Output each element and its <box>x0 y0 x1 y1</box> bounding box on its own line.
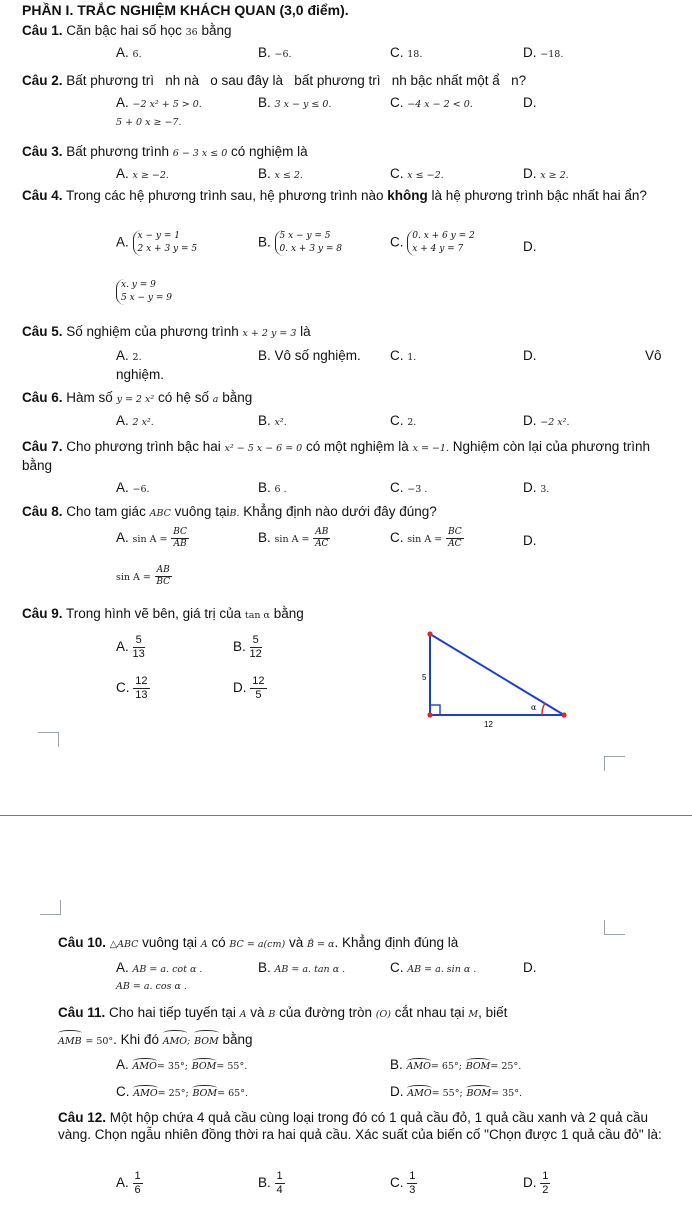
q9-option-d[interactable]: D. $\frac{12}{5}$ <box>233 675 265 701</box>
q12-option-b[interactable]: B. $\frac{1}{4}$ <box>258 1170 283 1196</box>
q11-options-row2 <box>0 1084 692 1104</box>
q8-option-d-body <box>0 565 692 595</box>
q10-text-d: . Khẳng định đúng là <box>334 935 459 950</box>
q10-given: BC = a(cm) <box>229 939 286 950</box>
question-11-cont <box>58 1030 678 1050</box>
triangle-hypotenuse <box>430 634 564 715</box>
q2-text: Bất phương trì nh nà o sau đây là bất phương trì nh bậc nhất một ẩ n? <box>66 73 527 88</box>
crop-mark-top-left <box>38 732 59 747</box>
q6-option-b[interactable]: B. x². <box>258 413 287 428</box>
q11-ask-amo: AMO <box>163 1030 187 1050</box>
q10-option-c[interactable]: C. AB = a. sin α . <box>390 960 477 975</box>
q4-option-d-body <box>0 279 692 315</box>
q3-option-b[interactable]: B. x ≤ 2. <box>258 166 303 181</box>
q3-option-a[interactable]: A. x ≥ −2. <box>116 166 169 181</box>
q11-text-e: , biết <box>478 1005 508 1020</box>
label-side-12: 12 <box>484 720 493 729</box>
q3-option-c[interactable]: C. x ≤ −2. <box>390 166 444 181</box>
vertex-alpha <box>561 712 566 717</box>
q3-expr: 6 − 3 x ≤ 0 <box>172 148 228 159</box>
q11-ask-bom: BOM <box>194 1030 219 1050</box>
q12-label: Câu 12. <box>58 1110 107 1125</box>
crop-mark-bottom-left <box>40 900 61 915</box>
q2-label: Câu 2. <box>22 73 63 88</box>
q1-option-a[interactable]: A. 6. <box>116 45 142 60</box>
q10-option-d-value: AB = a. cos α . <box>116 981 187 992</box>
q5-text-b: là <box>300 324 311 339</box>
q7-option-b[interactable]: B. 6 . <box>258 480 287 495</box>
q4-options <box>0 230 692 266</box>
q11-text-f: . Khi đó <box>113 1032 159 1047</box>
q7-option-d[interactable]: D. 3. <box>523 480 550 495</box>
q11-given-value: = 50° <box>85 1036 114 1047</box>
q8-label: Câu 8. <box>22 504 63 519</box>
q11-point-m: M <box>468 1009 479 1020</box>
q10-option-b[interactable]: B. AB = a. tan α . <box>258 960 346 975</box>
q5-option-b[interactable]: B. Vô số nghiệm. <box>258 348 361 363</box>
q10-text-b: có <box>211 935 226 950</box>
q6-text: Hàm số <box>66 390 113 405</box>
question-6 <box>22 389 672 408</box>
angle-arc <box>542 703 545 715</box>
q3-text-b: có nghiệm là <box>231 144 308 159</box>
question-9 <box>22 605 672 624</box>
q6-expr: y = 2 x² <box>116 394 155 405</box>
q8-text: Cho tam giác <box>66 504 146 519</box>
q11-point-a: A <box>239 1009 247 1020</box>
q8-option-a[interactable]: A. sin A = $\frac{BC}{AB}$ <box>116 527 187 549</box>
q12-text: Một hộp chứa 4 quả cầu cùng loại trong đó có 1 quả cầu đỏ, 1 quả cầu xanh và 2 quả cầu vàng. Chọn ngẫu nhiên đồng thời ra hai quả cầu. Xác suất của biến cố "Chọn được 1 quả cầu đỏ" là: <box>58 1110 662 1142</box>
q9-triangle-figure <box>418 626 578 734</box>
q10-option-a[interactable]: A. AB = a. cot α . <box>116 960 203 975</box>
q11-given-arc: AMB <box>58 1030 82 1050</box>
q7-options <box>0 480 692 500</box>
page-break-line <box>0 815 692 816</box>
q6-label: Câu 6. <box>22 390 63 405</box>
q1-option-c[interactable]: C. 18. <box>390 45 423 60</box>
q6-option-c[interactable]: C. 2. <box>390 413 417 428</box>
q4-option-d-system: x. y = 9 5 x − y = 9 <box>116 279 172 305</box>
q6-options <box>0 413 692 433</box>
q9-text-b: bằng <box>273 606 304 621</box>
q1-num: 36 <box>185 27 198 38</box>
q3-option-d[interactable]: D. x ≥ 2. <box>523 166 569 181</box>
q5-option-c[interactable]: C. 1. <box>390 348 417 363</box>
q6-option-a[interactable]: A. 2 x². <box>116 413 154 428</box>
q5-option-a[interactable]: A. 2. <box>116 348 142 363</box>
q11-text-d: cắt nhau tại <box>394 1005 465 1020</box>
q1-options <box>0 45 692 65</box>
q11-option-b[interactable]: B. AMO= 65°; BOM= 25°. <box>390 1057 522 1072</box>
q11-label: Câu 11. <box>58 1005 106 1020</box>
crop-mark-top-right <box>604 756 625 771</box>
q6-text-b: có hệ số <box>157 390 209 405</box>
q10-text: vuông tại <box>142 935 197 950</box>
q1-label: Câu 1. <box>22 23 63 38</box>
q11-text-g: bằng <box>222 1032 253 1047</box>
q5-label: Câu 5. <box>22 324 63 339</box>
question-3 <box>22 143 672 162</box>
q11-options-row1 <box>0 1057 692 1077</box>
q7-option-a[interactable]: A. −6. <box>116 480 150 495</box>
q5-text: Số nghiệm của phương trình <box>66 324 239 339</box>
q10-option-d-body <box>0 981 692 1001</box>
q3-text: Bất phương trình <box>66 144 169 159</box>
q5-option-d-cont <box>0 367 692 387</box>
question-7 <box>22 438 672 474</box>
q12-option-c[interactable]: C. $\frac{1}{3}$ <box>390 1170 416 1196</box>
q2-option-d-body <box>0 117 692 137</box>
q9-options-row2 <box>0 675 692 707</box>
label-side-5: 5 <box>422 673 427 682</box>
q3-options <box>0 166 692 186</box>
question-2 <box>22 72 672 89</box>
q11-sep: ; <box>187 1036 191 1047</box>
q9-option-b[interactable]: B. $\frac{5}{12}$ <box>233 634 262 660</box>
q12-option-d[interactable]: D. $\frac{1}{2}$ <box>523 1170 549 1196</box>
q12-options <box>0 1170 692 1202</box>
q8-options <box>0 527 692 557</box>
q4-text: Trong các hệ phương trình sau, hệ phương trình nào <box>66 188 384 203</box>
vertex-right-angle <box>427 712 432 717</box>
q12-option-a[interactable]: A. $\frac{1}{6}$ <box>116 1170 141 1196</box>
q9-text: Trong hình vẽ bên, giá trị của <box>66 606 242 621</box>
q7-text: Cho phương trình bậc hai <box>66 439 221 454</box>
q9-options-row1 <box>0 634 692 666</box>
q8-text-b: vuông tại <box>174 504 230 519</box>
q10-option-d[interactable]: D. <box>523 960 537 975</box>
q4-option-c[interactable]: C. 0. x + 6 y = 2 x + 4 y = 7 <box>390 231 475 254</box>
q11-point-b: B <box>268 1009 276 1020</box>
q4-text-b: là hệ phương trình bậc nhất hai ẩn? <box>431 188 647 203</box>
q7-text-b: có một nghiệm là <box>306 439 409 454</box>
q4-label: Câu 4. <box>22 188 63 203</box>
q4-emphasis: không <box>387 188 428 203</box>
q3-label: Câu 3. <box>22 144 63 159</box>
q10-angle: B̂ = α <box>307 939 335 950</box>
q2-option-b[interactable]: B. 3 x − y ≤ 0. <box>258 95 332 110</box>
q9-expr: tan α <box>244 610 270 621</box>
q7-option-c[interactable]: C. −3 . <box>390 480 428 495</box>
q8-triangle: ABC <box>149 508 171 519</box>
question-5 <box>22 323 672 342</box>
q11-option-d[interactable]: D. AMO= 55°; BOM= 35°. <box>390 1084 522 1099</box>
q2-option-d[interactable]: D. <box>523 95 537 110</box>
q7-root: x = −1. <box>412 443 449 454</box>
q10-triangle: △ABC <box>109 939 139 950</box>
section-title: PHẦN I. TRẮC NGHIỆM KHÁCH QUAN (3,0 điểm). <box>22 2 349 18</box>
crop-mark-bottom-right <box>604 920 625 935</box>
q8-option-d[interactable]: D. <box>523 533 537 548</box>
q7-text-c: Nghiệm còn lại của phương trình bằng <box>22 439 650 473</box>
q2-option-d-value: 5 + 0 x ≥ −7. <box>116 117 182 128</box>
q8-option-d-value: sin A = $\frac{AB}{BC}$ <box>116 565 171 587</box>
q4-option-a[interactable]: A. x − y = 1 2 x + 3 y = 5 <box>116 231 198 254</box>
q5-option-d[interactable]: D. <box>523 348 537 363</box>
q11-text-c: của đường tròn <box>279 1005 373 1020</box>
q11-text-b: và <box>250 1005 265 1020</box>
q7-label: Câu 7. <box>22 439 63 454</box>
q10-label: Câu 10. <box>58 935 107 950</box>
q1-option-d[interactable]: D. −18. <box>523 45 564 60</box>
q11-option-c[interactable]: C. AMO= 25°; BOM= 65°. <box>116 1084 248 1099</box>
q7-expr: x² − 5 x − 6 = 0 <box>224 443 303 454</box>
q8-option-b[interactable]: B. sin A = $\frac{AB}{AC}$ <box>258 527 329 549</box>
q11-text: Cho hai tiếp tuyến tại <box>109 1005 236 1020</box>
q8-vertex: B. <box>229 508 240 519</box>
q6-option-d[interactable]: D. −2 x². <box>523 413 570 428</box>
q5-options <box>0 348 692 368</box>
q4-option-d[interactable]: D. <box>523 239 537 254</box>
q5-option-d-text: nghiệm. <box>116 367 165 382</box>
q2-options <box>0 95 692 115</box>
question-4 <box>22 187 672 204</box>
q8-option-c[interactable]: C. sin A = $\frac{BC}{AC}$ <box>390 527 462 549</box>
q4-option-b[interactable]: B. 5 x − y = 5 0. x + 3 y = 8 <box>258 231 342 254</box>
label-alpha: α <box>531 703 537 712</box>
q2-option-c[interactable]: C. −4 x − 2 < 0. <box>390 95 473 110</box>
question-1 <box>22 22 672 41</box>
q9-label: Câu 9. <box>22 606 63 621</box>
q5-expr: x + 2 y = 3 <box>242 328 297 339</box>
question-8 <box>22 503 672 522</box>
q9-option-c[interactable]: C. $\frac{12}{13}$ <box>116 675 148 701</box>
q8-text-c: Khẳng định nào dưới đây đúng? <box>243 504 437 519</box>
q11-circle: (O) <box>375 1009 391 1020</box>
q1-option-b[interactable]: B. −6. <box>258 45 292 60</box>
q10-text-c: và <box>289 935 304 950</box>
vertex-top <box>427 631 432 636</box>
q6-text-c: bằng <box>222 390 253 405</box>
q1-text-b: bằng <box>201 23 232 38</box>
q11-option-a[interactable]: A. AMO= 35°; BOM= 55°. <box>116 1057 248 1072</box>
q2-option-a[interactable]: A. −2 x² + 5 > 0. <box>116 95 202 110</box>
q6-coef: a <box>212 394 219 405</box>
question-12 <box>58 1109 678 1143</box>
q10-vertex: A <box>200 939 208 950</box>
q5-option-d-word: Vô <box>645 348 662 363</box>
question-11 <box>58 1004 678 1023</box>
question-10 <box>58 934 678 953</box>
q10-options <box>0 960 692 980</box>
q9-option-a[interactable]: A. $\frac{5}{13}$ <box>116 634 145 660</box>
q1-text: Căn bậc hai số học <box>66 23 182 38</box>
